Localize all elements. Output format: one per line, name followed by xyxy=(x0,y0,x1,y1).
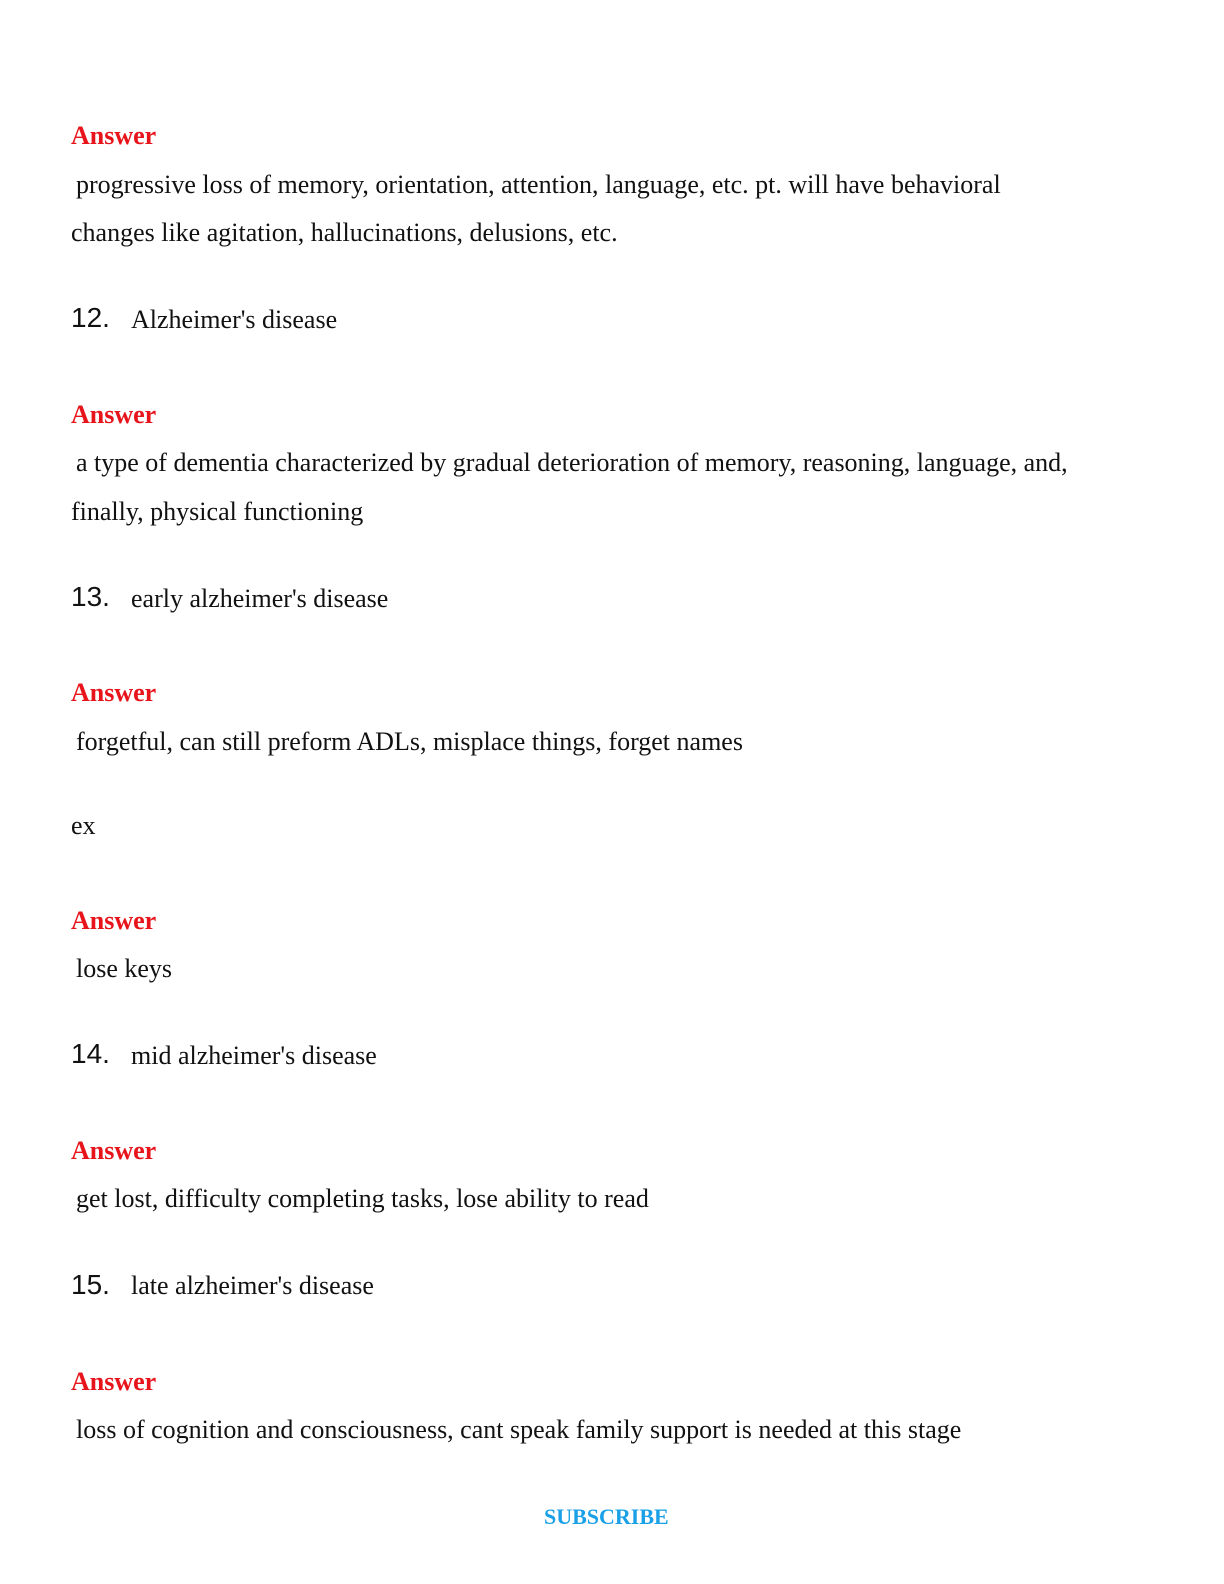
answer-label: Answer xyxy=(71,1367,157,1396)
question-number: 13. xyxy=(71,581,110,612)
answer-label: Answer xyxy=(71,906,157,935)
answer-label: Answer xyxy=(71,678,157,707)
question-number: 14. xyxy=(71,1038,110,1069)
question-text: Alzheimer's disease xyxy=(131,305,338,334)
answer-label: Answer xyxy=(71,1136,157,1165)
question-text: ex xyxy=(71,811,96,840)
question-number: 12. xyxy=(71,302,110,333)
question-text: late alzheimer's disease xyxy=(131,1271,374,1300)
question-number: 15. xyxy=(71,1269,110,1300)
answer-text: forgetful, can still preform ADLs, misplace things, forget names xyxy=(76,727,743,756)
answer-text: finally, physical functioning xyxy=(71,497,364,526)
answer-label: Answer xyxy=(71,400,157,429)
answer-text: get lost, difficulty completing tasks, lose ability to read xyxy=(76,1184,649,1213)
answer-text: progressive loss of memory, orientation, attention, language, etc. pt. will have behavioral xyxy=(76,170,1001,199)
answer-text: lose keys xyxy=(76,954,173,983)
question-text: mid alzheimer's disease xyxy=(131,1041,377,1070)
question-text: early alzheimer's disease xyxy=(131,584,389,613)
answer-text: a type of dementia characterized by gradual deterioration of memory, reasoning, language, and, xyxy=(76,448,1068,477)
answer-label: Answer xyxy=(71,121,157,150)
subscribe-link[interactable]: SUBSCRIBE xyxy=(544,1504,669,1529)
answer-text: changes like agitation, hallucinations, delusions, etc. xyxy=(71,218,618,247)
answer-text: loss of cognition and consciousness, cant speak family support is needed at this stage xyxy=(76,1415,962,1444)
